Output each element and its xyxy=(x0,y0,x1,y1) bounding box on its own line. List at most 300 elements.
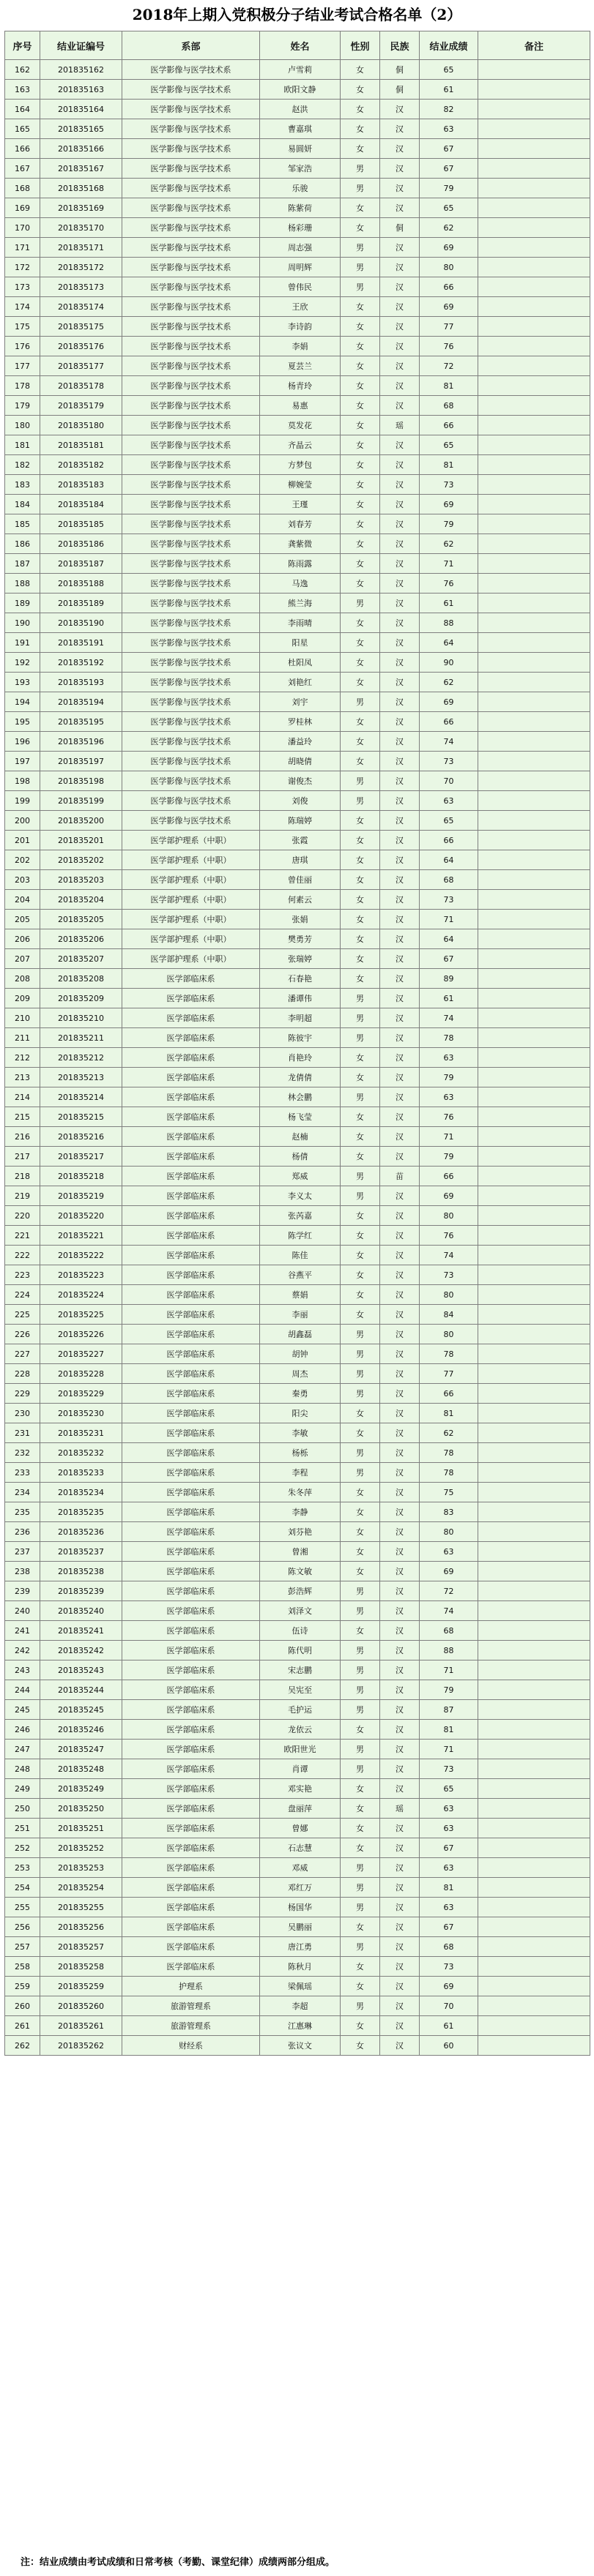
cell-cert-no: 201835195 xyxy=(40,712,122,732)
cell-cert-no: 201835250 xyxy=(40,1799,122,1819)
cell-score: 80 xyxy=(420,1325,478,1344)
cell-department: 医学部临床系 xyxy=(122,1167,260,1186)
cell-name: 朱冬萍 xyxy=(260,1483,341,1502)
cell-department: 医学部临床系 xyxy=(122,1819,260,1838)
cell-ethnicity: 汉 xyxy=(380,495,420,514)
cell-gender: 女 xyxy=(341,574,380,594)
cell-gender: 男 xyxy=(341,1008,380,1028)
cell-gender: 女 xyxy=(341,416,380,435)
cell-ethnicity: 汉 xyxy=(380,1898,420,1917)
cell-remarks xyxy=(478,1720,590,1740)
cell-score: 69 xyxy=(420,1186,478,1206)
cell-index: 223 xyxy=(5,1265,40,1285)
cell-department: 医学部临床系 xyxy=(122,1008,260,1028)
cell-score: 81 xyxy=(420,455,478,475)
cell-gender: 女 xyxy=(341,752,380,771)
table-row xyxy=(5,574,590,594)
cell-cert-no: 201835257 xyxy=(40,1937,122,1957)
cell-index: 214 xyxy=(5,1087,40,1107)
cell-score: 81 xyxy=(420,1404,478,1423)
cell-remarks xyxy=(478,1996,590,2016)
cell-gender: 男 xyxy=(341,1325,380,1344)
cell-ethnicity: 汉 xyxy=(380,1838,420,1858)
cell-index: 234 xyxy=(5,1483,40,1502)
cell-gender: 男 xyxy=(341,1601,380,1621)
cell-remarks xyxy=(478,1443,590,1463)
cell-gender: 女 xyxy=(341,1502,380,1522)
cell-department: 医学影像与医学技术系 xyxy=(122,791,260,811)
cell-index: 229 xyxy=(5,1384,40,1404)
cell-ethnicity: 汉 xyxy=(380,1641,420,1660)
cell-score: 61 xyxy=(420,594,478,613)
cell-cert-no: 201835228 xyxy=(40,1364,122,1384)
cell-index: 260 xyxy=(5,1996,40,2016)
cell-ethnicity: 汉 xyxy=(380,1740,420,1759)
table-row xyxy=(5,435,590,455)
cell-score: 81 xyxy=(420,376,478,396)
cell-department: 医学影像与医学技术系 xyxy=(122,100,260,119)
cell-gender: 女 xyxy=(341,831,380,850)
cell-remarks xyxy=(478,416,590,435)
cell-remarks xyxy=(478,831,590,850)
cell-index: 178 xyxy=(5,376,40,396)
cell-index: 219 xyxy=(5,1186,40,1206)
cell-ethnicity: 汉 xyxy=(380,653,420,673)
cell-department: 医学部临床系 xyxy=(122,1384,260,1404)
cell-cert-no: 201835232 xyxy=(40,1443,122,1463)
table-row xyxy=(5,495,590,514)
cell-remarks xyxy=(478,613,590,633)
cell-score: 67 xyxy=(420,949,478,969)
cell-name: 吴鹏丽 xyxy=(260,1917,341,1937)
cell-gender: 女 xyxy=(341,2016,380,2036)
table-row xyxy=(5,1087,590,1107)
cell-score: 80 xyxy=(420,258,478,277)
cell-score: 90 xyxy=(420,653,478,673)
cell-index: 231 xyxy=(5,1423,40,1443)
table-row xyxy=(5,1246,590,1265)
cell-name: 夏芸兰 xyxy=(260,356,341,376)
cell-department: 医学部临床系 xyxy=(122,1601,260,1621)
cell-gender: 女 xyxy=(341,1048,380,1068)
table-row xyxy=(5,475,590,495)
cell-ethnicity: 汉 xyxy=(380,1127,420,1147)
cell-ethnicity: 汉 xyxy=(380,673,420,692)
cell-cert-no: 201835176 xyxy=(40,337,122,356)
cell-index: 167 xyxy=(5,159,40,179)
cell-department: 医学影像与医学技术系 xyxy=(122,495,260,514)
cell-gender: 男 xyxy=(341,277,380,297)
cell-cert-no: 201835221 xyxy=(40,1226,122,1246)
cell-remarks xyxy=(478,277,590,297)
cell-department: 医学部临床系 xyxy=(122,1344,260,1364)
cell-index: 189 xyxy=(5,594,40,613)
cell-ethnicity: 汉 xyxy=(380,831,420,850)
cell-remarks xyxy=(478,1819,590,1838)
cell-name: 吴宪至 xyxy=(260,1680,341,1700)
cell-name: 梁佩瑶 xyxy=(260,1977,341,1996)
cell-gender: 女 xyxy=(341,475,380,495)
cell-score: 67 xyxy=(420,1917,478,1937)
cell-department: 医学部临床系 xyxy=(122,1443,260,1463)
table-row xyxy=(5,1522,590,1542)
cell-department: 医学影像与医学技术系 xyxy=(122,396,260,416)
cell-ethnicity: 汉 xyxy=(380,752,420,771)
cell-cert-no: 201835175 xyxy=(40,317,122,337)
cell-remarks xyxy=(478,1226,590,1246)
cell-remarks xyxy=(478,1246,590,1265)
cell-cert-no: 201835181 xyxy=(40,435,122,455)
cell-index: 236 xyxy=(5,1522,40,1542)
cell-department: 医学影像与医学技术系 xyxy=(122,356,260,376)
table-row xyxy=(5,1285,590,1305)
cell-name: 江惠琳 xyxy=(260,2016,341,2036)
cell-remarks xyxy=(478,534,590,554)
cell-cert-no: 201835213 xyxy=(40,1068,122,1087)
cell-ethnicity: 汉 xyxy=(380,771,420,791)
cell-gender: 女 xyxy=(341,1779,380,1799)
cell-name: 何素云 xyxy=(260,890,341,910)
cell-department: 旅游管理系 xyxy=(122,1996,260,2016)
cell-index: 197 xyxy=(5,752,40,771)
cell-index: 226 xyxy=(5,1325,40,1344)
cell-gender: 女 xyxy=(341,1068,380,1087)
table-row xyxy=(5,258,590,277)
cell-cert-no: 201835166 xyxy=(40,139,122,159)
cell-score: 63 xyxy=(420,1858,478,1878)
cell-score: 76 xyxy=(420,574,478,594)
cell-department: 医学影像与医学技术系 xyxy=(122,159,260,179)
cell-ethnicity: 苗 xyxy=(380,1167,420,1186)
cell-remarks xyxy=(478,633,590,653)
cell-index: 192 xyxy=(5,653,40,673)
cell-index: 169 xyxy=(5,198,40,218)
cell-ethnicity: 汉 xyxy=(380,890,420,910)
cell-department: 医学部临床系 xyxy=(122,1641,260,1660)
cell-gender: 男 xyxy=(341,791,380,811)
table-row xyxy=(5,1305,590,1325)
table-row xyxy=(5,1858,590,1878)
cell-cert-no: 201835192 xyxy=(40,653,122,673)
cell-gender: 男 xyxy=(341,1740,380,1759)
cell-cert-no: 201835239 xyxy=(40,1581,122,1601)
cell-score: 67 xyxy=(420,159,478,179)
table-row xyxy=(5,1167,590,1186)
cell-score: 63 xyxy=(420,1819,478,1838)
cell-ethnicity: 汉 xyxy=(380,1463,420,1483)
cell-remarks xyxy=(478,198,590,218)
cell-cert-no: 201835172 xyxy=(40,258,122,277)
cell-ethnicity: 汉 xyxy=(380,139,420,159)
cell-name: 陈佳 xyxy=(260,1246,341,1265)
cell-index: 233 xyxy=(5,1463,40,1483)
cell-department: 医学影像与医学技术系 xyxy=(122,297,260,317)
cell-cert-no: 201835247 xyxy=(40,1740,122,1759)
table-row xyxy=(5,1957,590,1977)
cell-department: 医学部临床系 xyxy=(122,1483,260,1502)
cell-cert-no: 201835243 xyxy=(40,1660,122,1680)
cell-ethnicity: 汉 xyxy=(380,732,420,752)
cell-name: 欧阳世光 xyxy=(260,1740,341,1759)
cell-gender: 女 xyxy=(341,2036,380,2056)
cell-remarks xyxy=(478,1898,590,1917)
cell-name: 宋志鹏 xyxy=(260,1660,341,1680)
cell-department: 医学影像与医学技术系 xyxy=(122,771,260,791)
cell-gender: 女 xyxy=(341,455,380,475)
cell-name: 赵洪 xyxy=(260,100,341,119)
cell-gender: 男 xyxy=(341,1878,380,1898)
cell-name: 杨倩 xyxy=(260,1147,341,1167)
cell-cert-no: 201835218 xyxy=(40,1167,122,1186)
cell-department: 医学影像与医学技术系 xyxy=(122,653,260,673)
cell-remarks xyxy=(478,1522,590,1542)
cell-department: 医学影像与医学技术系 xyxy=(122,277,260,297)
cell-cert-no: 201835245 xyxy=(40,1700,122,1720)
cell-department: 医学影像与医学技术系 xyxy=(122,692,260,712)
cell-name: 胡鑫磊 xyxy=(260,1325,341,1344)
cell-name: 张议文 xyxy=(260,2036,341,2056)
cell-score: 71 xyxy=(420,1127,478,1147)
cell-index: 171 xyxy=(5,238,40,258)
cell-gender: 女 xyxy=(341,712,380,732)
cell-score: 78 xyxy=(420,1028,478,1048)
cell-index: 232 xyxy=(5,1443,40,1463)
cell-remarks xyxy=(478,910,590,929)
table-row xyxy=(5,989,590,1008)
cell-remarks xyxy=(478,1601,590,1621)
cell-gender: 男 xyxy=(341,1641,380,1660)
cell-gender: 女 xyxy=(341,139,380,159)
cell-score: 61 xyxy=(420,2016,478,2036)
cell-name: 谢俊杰 xyxy=(260,771,341,791)
cell-gender: 女 xyxy=(341,1147,380,1167)
cell-score: 63 xyxy=(420,1087,478,1107)
cell-score: 64 xyxy=(420,850,478,870)
cell-gender: 女 xyxy=(341,534,380,554)
cell-gender: 女 xyxy=(341,356,380,376)
cell-index: 204 xyxy=(5,890,40,910)
cell-cert-no: 201835185 xyxy=(40,514,122,534)
cell-score: 73 xyxy=(420,752,478,771)
cell-score: 70 xyxy=(420,1996,478,2016)
cell-name: 李雨晴 xyxy=(260,613,341,633)
cell-cert-no: 201835256 xyxy=(40,1917,122,1937)
cell-score: 79 xyxy=(420,179,478,198)
cell-ethnicity: 汉 xyxy=(380,317,420,337)
table-row xyxy=(5,1779,590,1799)
cell-cert-no: 201835188 xyxy=(40,574,122,594)
cell-cert-no: 201835205 xyxy=(40,910,122,929)
cell-remarks xyxy=(478,1285,590,1305)
cell-department: 医学影像与医学技术系 xyxy=(122,258,260,277)
cell-department: 医学部临床系 xyxy=(122,1147,260,1167)
cell-ethnicity: 汉 xyxy=(380,258,420,277)
cell-ethnicity: 汉 xyxy=(380,1048,420,1068)
cell-gender: 女 xyxy=(341,100,380,119)
cell-score: 80 xyxy=(420,1285,478,1305)
cell-name: 李诗韵 xyxy=(260,317,341,337)
cell-ethnicity: 汉 xyxy=(380,949,420,969)
cell-ethnicity: 汉 xyxy=(380,1068,420,1087)
cell-department: 医学影像与医学技术系 xyxy=(122,119,260,139)
cell-score: 84 xyxy=(420,1305,478,1325)
cell-remarks xyxy=(478,1759,590,1779)
cell-remarks xyxy=(478,850,590,870)
cell-remarks xyxy=(478,949,590,969)
cell-cert-no: 201835246 xyxy=(40,1720,122,1740)
column-header-department: 系部 xyxy=(122,31,260,60)
cell-name: 刘宇 xyxy=(260,692,341,712)
table-row xyxy=(5,1917,590,1937)
cell-ethnicity: 汉 xyxy=(380,1305,420,1325)
cell-department: 医学部临床系 xyxy=(122,989,260,1008)
cell-ethnicity: 汉 xyxy=(380,870,420,890)
cell-ethnicity: 汉 xyxy=(380,475,420,495)
cell-department: 医学部临床系 xyxy=(122,1957,260,1977)
table-row xyxy=(5,1127,590,1147)
cell-remarks xyxy=(478,1740,590,1759)
cell-name: 齐晶云 xyxy=(260,435,341,455)
cell-name: 邹家浩 xyxy=(260,159,341,179)
cell-ethnicity: 汉 xyxy=(380,574,420,594)
table-row xyxy=(5,396,590,416)
cell-cert-no: 201835178 xyxy=(40,376,122,396)
cell-ethnicity: 汉 xyxy=(380,1878,420,1898)
table-row xyxy=(5,1819,590,1838)
cell-name: 陈彼宇 xyxy=(260,1028,341,1048)
table-row xyxy=(5,1325,590,1344)
table-row xyxy=(5,1008,590,1028)
cell-remarks xyxy=(478,1423,590,1443)
cell-name: 龙依云 xyxy=(260,1720,341,1740)
cell-name: 罗桂林 xyxy=(260,712,341,732)
cell-score: 62 xyxy=(420,1423,478,1443)
cell-department: 医学影像与医学技术系 xyxy=(122,80,260,100)
cell-ethnicity: 汉 xyxy=(380,119,420,139)
cell-ethnicity: 汉 xyxy=(380,1147,420,1167)
table-row xyxy=(5,514,590,534)
cell-name: 张芮嘉 xyxy=(260,1206,341,1226)
cell-gender: 女 xyxy=(341,1562,380,1581)
cell-name: 阳尖 xyxy=(260,1404,341,1423)
cell-index: 211 xyxy=(5,1028,40,1048)
cell-ethnicity: 汉 xyxy=(380,1700,420,1720)
cell-score: 68 xyxy=(420,396,478,416)
cell-ethnicity: 汉 xyxy=(380,396,420,416)
cell-department: 医学影像与医学技术系 xyxy=(122,574,260,594)
table-row xyxy=(5,712,590,732)
cell-index: 251 xyxy=(5,1819,40,1838)
cell-gender: 女 xyxy=(341,1423,380,1443)
cell-name: 易惠 xyxy=(260,396,341,416)
cell-cert-no: 201835182 xyxy=(40,455,122,475)
cell-remarks xyxy=(478,475,590,495)
cell-ethnicity: 汉 xyxy=(380,1937,420,1957)
cell-index: 258 xyxy=(5,1957,40,1977)
cell-index: 206 xyxy=(5,929,40,949)
cell-gender: 女 xyxy=(341,297,380,317)
cell-department: 医学部护理系（中职） xyxy=(122,870,260,890)
table-row xyxy=(5,218,590,238)
cell-score: 64 xyxy=(420,633,478,653)
cell-remarks xyxy=(478,594,590,613)
page-title: 2018年上期入党积极分子结业考试合格名单（2） xyxy=(132,6,462,23)
cell-remarks xyxy=(478,396,590,416)
cell-cert-no: 201835252 xyxy=(40,1838,122,1858)
cell-score: 73 xyxy=(420,1957,478,1977)
cell-score: 71 xyxy=(420,910,478,929)
cell-ethnicity: 汉 xyxy=(380,1581,420,1601)
cell-cert-no: 201835202 xyxy=(40,850,122,870)
cell-score: 80 xyxy=(420,1206,478,1226)
cell-score: 76 xyxy=(420,1107,478,1127)
cell-index: 245 xyxy=(5,1700,40,1720)
cell-remarks xyxy=(478,1858,590,1878)
cell-gender: 女 xyxy=(341,1917,380,1937)
cell-score: 72 xyxy=(420,356,478,376)
cell-cert-no: 201835240 xyxy=(40,1601,122,1621)
table-row xyxy=(5,1562,590,1581)
cell-ethnicity: 汉 xyxy=(380,1680,420,1700)
cell-remarks xyxy=(478,455,590,475)
cell-name: 周杰 xyxy=(260,1364,341,1384)
cell-gender: 男 xyxy=(341,1463,380,1483)
cell-department: 医学部临床系 xyxy=(122,1265,260,1285)
table-row xyxy=(5,337,590,356)
column-header-cert-no: 结业证编号 xyxy=(40,31,122,60)
cell-gender: 女 xyxy=(341,1127,380,1147)
cell-index: 255 xyxy=(5,1898,40,1917)
cell-score: 78 xyxy=(420,1463,478,1483)
cell-index: 170 xyxy=(5,218,40,238)
cell-remarks xyxy=(478,692,590,712)
cell-department: 医学部临床系 xyxy=(122,1226,260,1246)
cell-remarks xyxy=(478,1799,590,1819)
cell-ethnicity: 汉 xyxy=(380,1325,420,1344)
cell-ethnicity: 侗 xyxy=(380,80,420,100)
table-row xyxy=(5,1404,590,1423)
column-header-index: 序号 xyxy=(5,31,40,60)
cell-index: 172 xyxy=(5,258,40,277)
table-row xyxy=(5,969,590,989)
cell-index: 203 xyxy=(5,870,40,890)
cell-remarks xyxy=(478,1700,590,1720)
cell-gender: 男 xyxy=(341,1028,380,1048)
cell-score: 66 xyxy=(420,416,478,435)
cell-name: 石春艳 xyxy=(260,969,341,989)
cell-score: 72 xyxy=(420,1581,478,1601)
table-row xyxy=(5,1206,590,1226)
cell-score: 79 xyxy=(420,1147,478,1167)
cell-remarks xyxy=(478,1680,590,1700)
cell-gender: 女 xyxy=(341,890,380,910)
cell-gender: 男 xyxy=(341,594,380,613)
cell-remarks xyxy=(478,317,590,337)
cell-score: 65 xyxy=(420,60,478,80)
table-row xyxy=(5,1502,590,1522)
cell-cert-no: 201835173 xyxy=(40,277,122,297)
cell-score: 62 xyxy=(420,534,478,554)
table-row xyxy=(5,1641,590,1660)
cell-ethnicity: 汉 xyxy=(380,1206,420,1226)
table-row xyxy=(5,1423,590,1443)
cell-remarks xyxy=(478,1147,590,1167)
table-row xyxy=(5,1898,590,1917)
cell-index: 254 xyxy=(5,1878,40,1898)
cell-remarks xyxy=(478,60,590,80)
cell-score: 69 xyxy=(420,238,478,258)
cell-remarks xyxy=(478,1641,590,1660)
